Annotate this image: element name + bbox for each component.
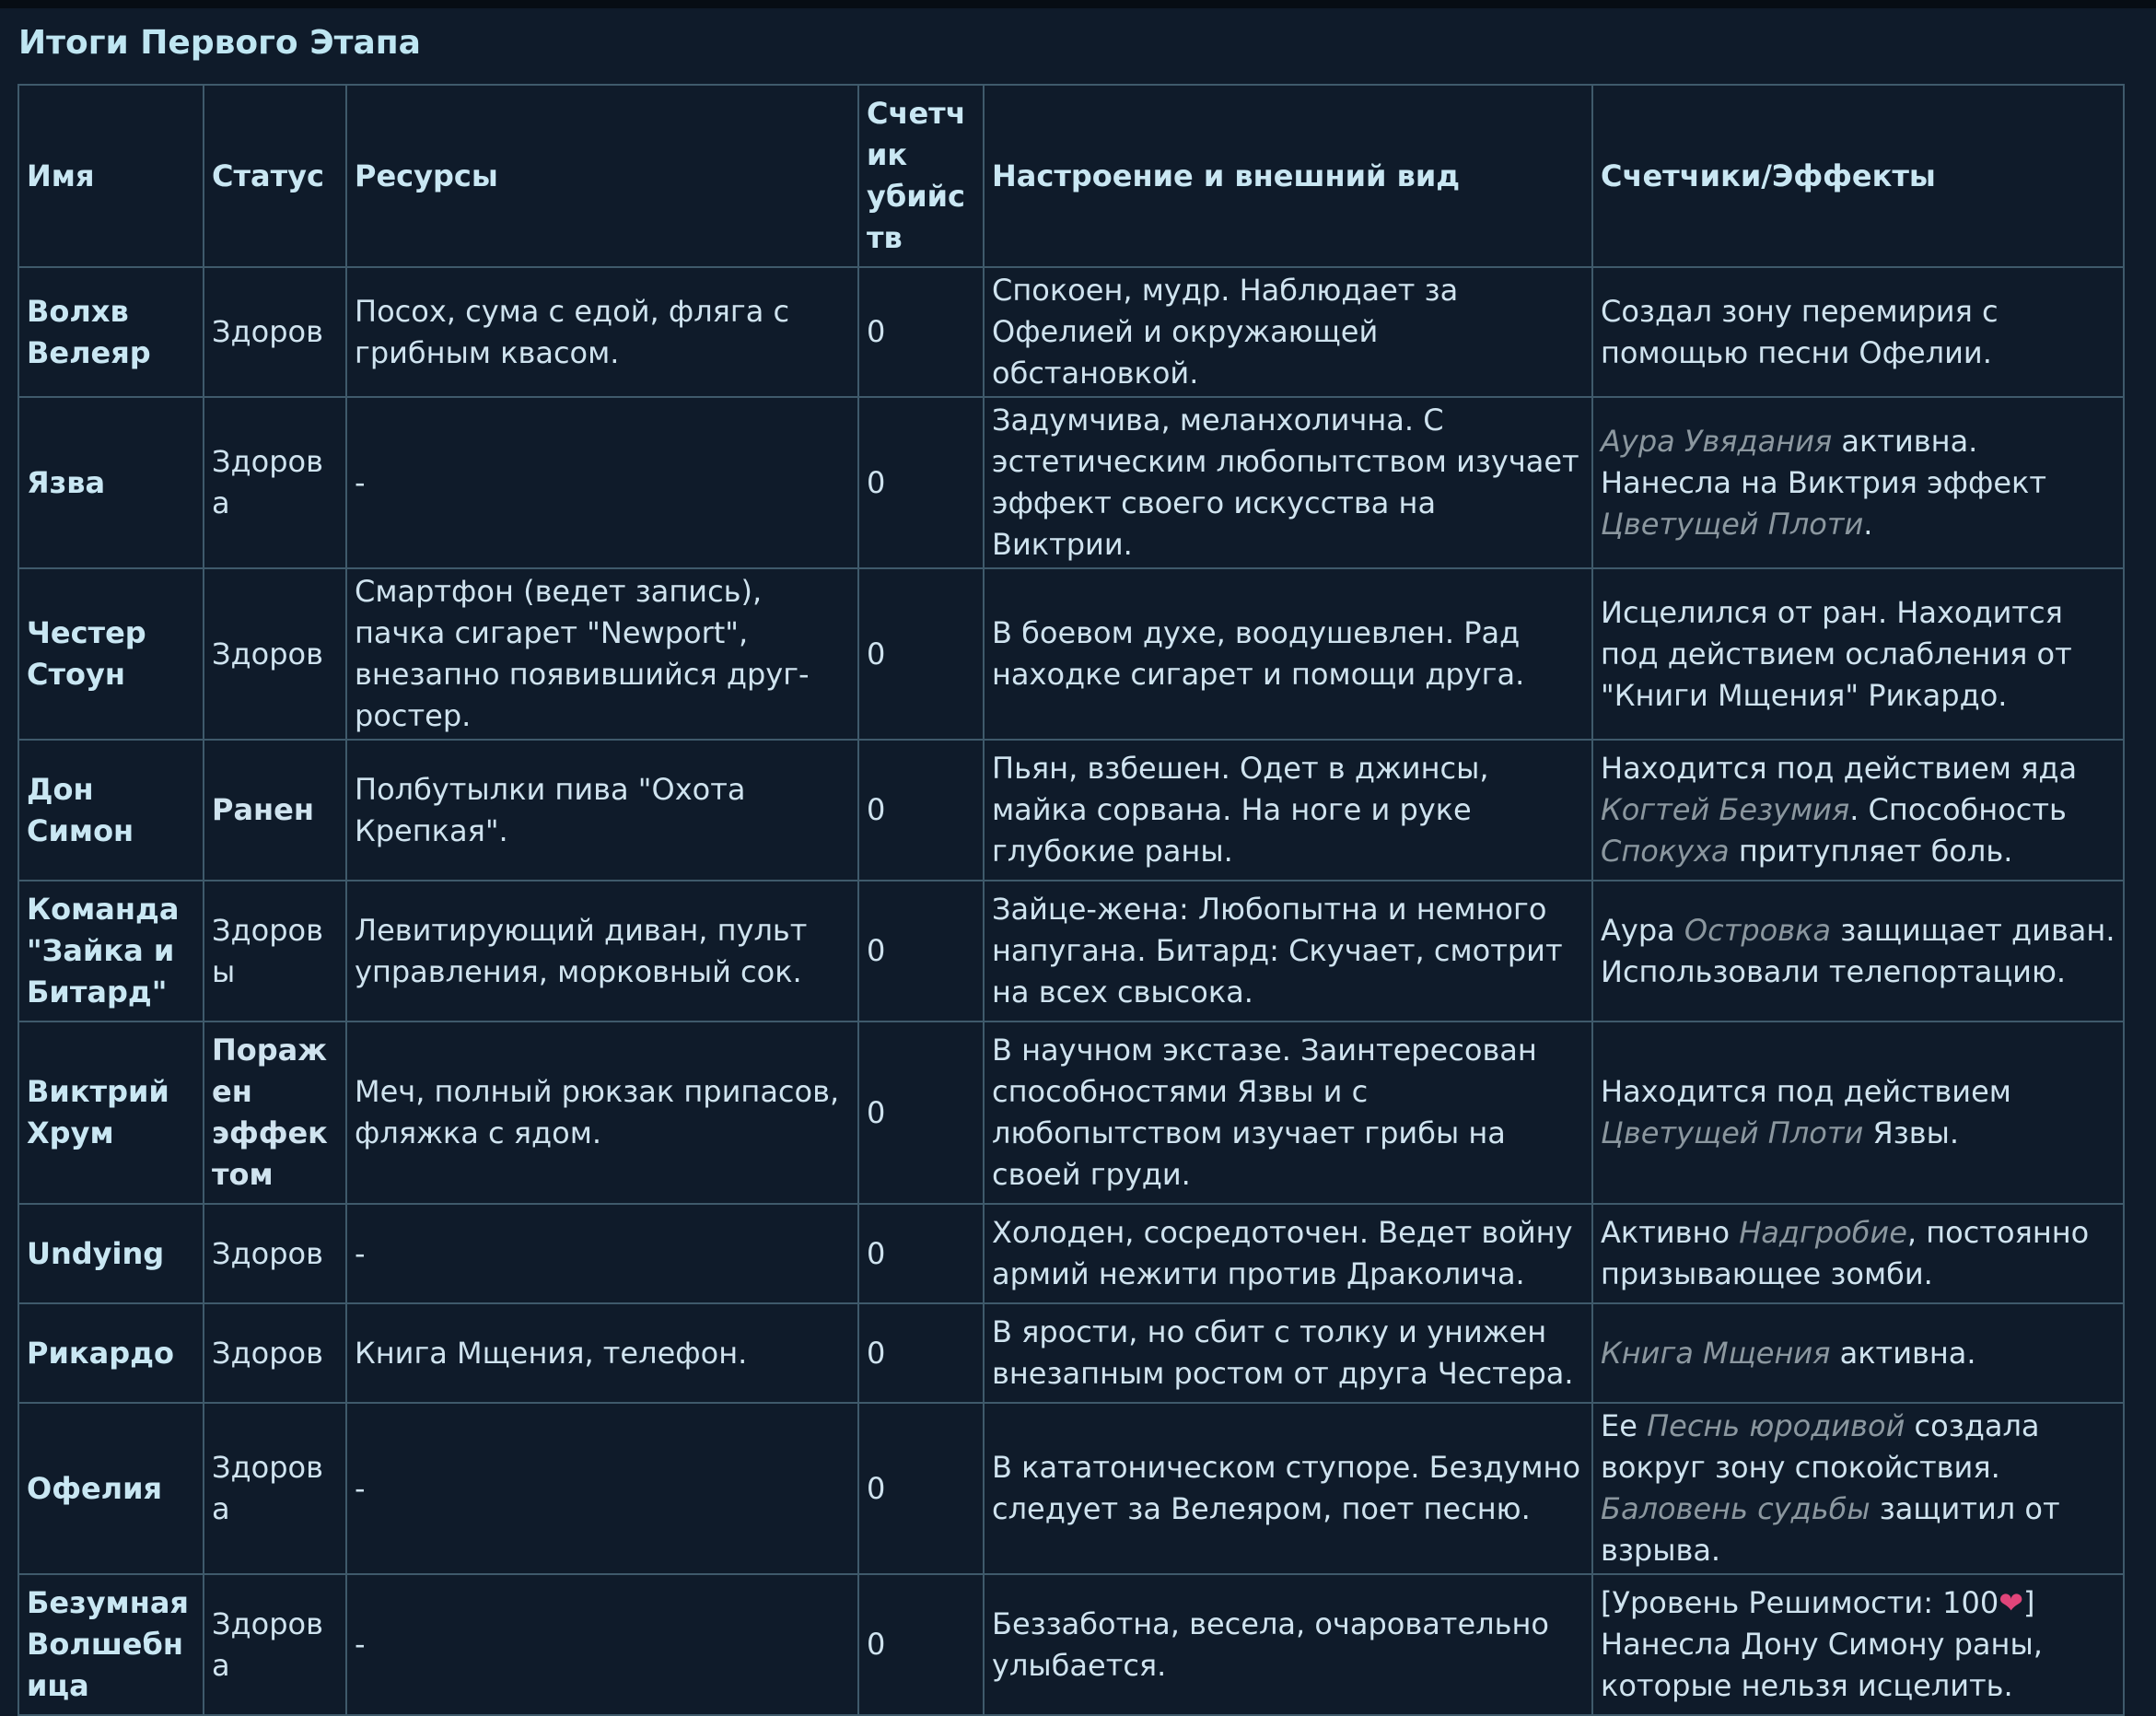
cell-name: Рикардо <box>18 1303 204 1403</box>
cell-mood: Спокоен, мудр. Наблюдает за Офелией и окружающей обстановкой. <box>984 267 1592 397</box>
cell-resources: Полбутылки пива "Охота Крепкая". <box>346 740 858 881</box>
cell-resources: - <box>346 1403 858 1574</box>
cell-resources: - <box>346 1574 858 1715</box>
cell-name: Язва <box>18 397 204 568</box>
header-name: Имя <box>18 85 204 267</box>
cell-name: Офелия <box>18 1403 204 1574</box>
cell-status: Здоров <box>204 568 346 740</box>
table-row <box>18 1403 2124 1574</box>
effects-text: создала вокруг зону спокойствия. <box>1601 1408 2040 1485</box>
effects-text: , постоянно призывающее зомби. <box>1601 1215 2090 1291</box>
effects-text: притупляет боль. <box>1729 834 2013 869</box>
cell-resources: Меч, полный рюкзак припасов, фляжка с ядом. <box>346 1021 858 1204</box>
cell-kills: 0 <box>858 1574 984 1715</box>
effects-text: . Способность <box>1849 792 2067 827</box>
cell-effects <box>1592 881 2124 1021</box>
cell-resources: Смартфон (ведет запись), пачка сигарет "Newport", внезапно появившийся друг-ростер. <box>346 568 858 740</box>
cell-effects <box>1592 1574 2124 1715</box>
cell-mood: Холоден, сосредоточен. Ведет войну армий нежити против Драколича. <box>984 1204 1592 1303</box>
cell-status: Поражен эффектом <box>204 1021 346 1204</box>
page-title: Итоги Первого Этапа <box>18 24 421 62</box>
cell-resources: - <box>346 397 858 568</box>
cell-mood: Пьян, взбешен. Одет в джинсы, майка сорвана. На ноге и руке глубокие раны. <box>984 740 1592 881</box>
cell-resources: Левитирующий диван, пульт управления, морковный сок. <box>346 881 858 1021</box>
effects-text: . <box>1863 506 1873 542</box>
cell-mood: В кататоническом ступоре. Бездумно следует за Велеяром, поет песню. <box>984 1403 1592 1574</box>
cell-status: Здоров <box>204 1303 346 1403</box>
effects-text: защитил от взрыва. <box>1601 1491 2060 1568</box>
cell-kills: 0 <box>858 881 984 1021</box>
cell-effects <box>1592 568 2124 740</box>
heart-icon: ❤ <box>1999 1585 2024 1620</box>
table-row <box>18 1204 2124 1303</box>
effect-term: Песнь юродивой <box>1647 1408 1905 1443</box>
effect-term: Спокуха <box>1601 834 1730 869</box>
cell-effects <box>1592 1204 2124 1303</box>
cell-name: Дон Симон <box>18 740 204 881</box>
cell-name: Честер Стоун <box>18 568 204 740</box>
table-row <box>18 740 2124 881</box>
effects-text: Активно <box>1601 1215 1740 1250</box>
cell-status: Здорова <box>204 397 346 568</box>
cell-effects <box>1592 267 2124 397</box>
effects-text: защищает диван. Использовали телепортацию. <box>1601 912 2115 989</box>
effects-text: Создал зону перемирия с помощью песни Офелии. <box>1601 293 1999 370</box>
effect-term: Цветущей Плоти <box>1601 506 1864 542</box>
cell-kills: 0 <box>858 397 984 568</box>
header-status: Статус <box>204 85 346 267</box>
cell-kills: 0 <box>858 267 984 397</box>
cell-mood: В боевом духе, воодушевлен. Рад находке сигарет и помощи друга. <box>984 568 1592 740</box>
effect-term: Островка <box>1684 912 1832 948</box>
effects-text: Аура <box>1601 912 1684 948</box>
table-row <box>18 267 2124 397</box>
cell-mood: В ярости, но сбит с толку и унижен внезапным ростом от друга Честера. <box>984 1303 1592 1403</box>
effects-text: ] Нанесла Дону Симону раны, которые нельзя исцелить. <box>1601 1585 2043 1703</box>
table-row <box>18 1021 2124 1204</box>
table-row <box>18 1574 2124 1715</box>
effect-term: Надгробие <box>1739 1215 1907 1250</box>
effects-text: Язвы. <box>1863 1115 1960 1150</box>
cell-effects <box>1592 1403 2124 1574</box>
table-row <box>18 397 2124 568</box>
effect-term: Когтей Безумия <box>1601 792 1850 827</box>
cell-kills: 0 <box>858 1204 984 1303</box>
effects-text: Находится под действием яда <box>1601 751 2078 786</box>
table-row <box>18 1303 2124 1403</box>
cell-status: Здоров <box>204 1204 346 1303</box>
effect-term: Книга Мщения <box>1601 1335 1831 1371</box>
results-table <box>17 84 2125 1716</box>
cell-status: Здорова <box>204 1574 346 1715</box>
header-effects: Счетчики/Эффекты <box>1592 85 2124 267</box>
cell-mood: В научном экстазе. Заинтересован способностями Язвы и с любопытством изучает грибы на своей груди. <box>984 1021 1592 1204</box>
cell-status: Здоров <box>204 267 346 397</box>
cell-kills: 0 <box>858 1021 984 1204</box>
cell-resources: Книга Мщения, телефон. <box>346 1303 858 1403</box>
effect-term: Баловень судьбы <box>1601 1491 1870 1526</box>
table-row <box>18 568 2124 740</box>
effects-text: Исцелился от ран. Находится под действием ослабления от "Книги Мщения" Рикардо. <box>1601 594 2072 713</box>
cell-effects <box>1592 1303 2124 1403</box>
effect-term: Цветущей Плоти <box>1601 1115 1864 1150</box>
cell-effects <box>1592 1021 2124 1204</box>
header-row <box>18 85 2124 267</box>
cell-mood: Задумчива, меланхолична. С эстетическим любопытством изучает эффект своего искусства на Виктрии. <box>984 397 1592 568</box>
cell-kills: 0 <box>858 740 984 881</box>
cell-effects <box>1592 740 2124 881</box>
cell-status: Здоровы <box>204 881 346 1021</box>
cell-name: Undying <box>18 1204 204 1303</box>
cell-resources: Посох, сума с едой, фляга с грибным квасом. <box>346 267 858 397</box>
cell-mood: Зайце-жена: Любопытна и немного напугана. Битард: Скучает, смотрит на всех свысока. <box>984 881 1592 1021</box>
effects-text: Находится под действием <box>1601 1074 2011 1109</box>
cell-mood: Беззаботна, весела, очаровательно улыбается. <box>984 1574 1592 1715</box>
effects-text: активна. Нанесла на Виктрия эффект <box>1601 423 2046 500</box>
cell-name: Безумная Волшебница <box>18 1574 204 1715</box>
header-resources: Ресурсы <box>346 85 858 267</box>
header-mood: Настроение и внешний вид <box>984 85 1592 267</box>
cell-kills: 0 <box>858 568 984 740</box>
cell-status: Здорова <box>204 1403 346 1574</box>
cell-resources: - <box>346 1204 858 1303</box>
cell-name: Команда "Зайка и Битард" <box>18 881 204 1021</box>
cell-name: Волхв Велеяр <box>18 267 204 397</box>
effects-text: активна. <box>1830 1335 1976 1371</box>
cell-kills: 0 <box>858 1403 984 1574</box>
cell-effects <box>1592 397 2124 568</box>
header-kills: Счетчик убийств <box>858 85 984 267</box>
table-row <box>18 881 2124 1021</box>
cell-status: Ранен <box>204 740 346 881</box>
top-bar <box>0 0 2156 8</box>
cell-name: Виктрий Хрум <box>18 1021 204 1204</box>
effects-text: Ее <box>1601 1408 1648 1443</box>
effect-term: Аура Увядания <box>1601 423 1833 459</box>
cell-kills: 0 <box>858 1303 984 1403</box>
effects-text: [Уровень Решимости: 100 <box>1601 1585 1999 1620</box>
